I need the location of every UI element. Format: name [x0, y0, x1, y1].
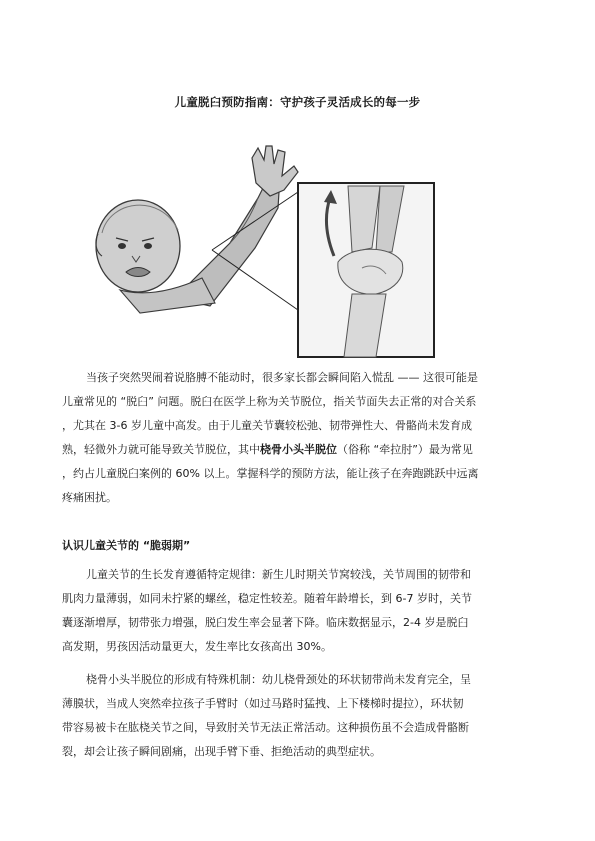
section-heading: 认识儿童关节的 “脆弱期” — [62, 539, 191, 552]
text-line: 儿童关节的生长发育遵循特定规律：新生儿时期关节窝较浅，关节周围的韧带和 — [86, 568, 471, 581]
intro-paragraph — [62, 366, 536, 510]
text-line: 裂，却会让孩子瞬间剧痛，出现手臂下垂、拒绝活动的典型症状。 — [62, 745, 381, 758]
text-line: 带容易被卡在肱桡关节之间，导致肘关节无法正常活动。这种损伤虽不会造成骨骼断 — [62, 721, 469, 734]
text-line: 薄膜状，当成人突然牵拉孩子手臂时（如过马路时猛拽、上下楼梯时提拉），环状韧 — [62, 697, 464, 710]
text-line: 高发期，男孩因活动量更大，发生率比女孩高出 30%。 — [62, 640, 332, 653]
body-paragraph — [62, 563, 536, 659]
text-line: 当孩子突然哭闹着说胳膊不能动时，很多家长都会瞬间陷入慌乱 —— 这很可能是 — [86, 371, 478, 384]
text-line: 肌肉力量薄弱，如同未拧紧的螺丝，稳定性较差。随着年龄增长，到 6-7 岁时，关节 — [62, 592, 472, 605]
text-line: 疼痛困扰。 — [62, 491, 117, 504]
text-line: 儿童常见的 “脱臼” 问题。脱臼在医学上称为关节脱位，指关节面失去正常的对合关系 — [62, 395, 477, 408]
text-fragment: 熟，轻微外力就可能导致关节脱位，其中 — [62, 443, 260, 456]
text-line: ，约占儿童脱臼案例的 60% 以上。掌握科学的预防方法，能让孩子在奔跑跳跃中远离 — [62, 467, 479, 480]
text-line: ，尤其在 3-6 岁儿童中高发。由于儿童关节囊较松弛、韧带弹性大、骨骼尚未发育成 — [62, 419, 472, 432]
page-title: 儿童脱臼预防指南：守护孩子灵活成长的每一步 — [174, 95, 421, 109]
text-fragment: （俗称 “牵拉肘”）最为常见 — [337, 443, 473, 456]
child-arm-elbow-xray-illustration-icon — [80, 138, 440, 368]
text-line — [62, 438, 536, 462]
text-line: 囊逐渐增厚，韧带张力增强，脱臼发生率会显著下降。临床数据显示，2-4 岁是脱臼 — [62, 616, 469, 629]
text-line: 桡骨小头半脱位的形成有特殊机制：幼儿桡骨颈处的环状韧带尚未发育完全，呈 — [86, 673, 471, 686]
bold-term: 桡骨小头半脱位 — [260, 443, 337, 456]
body-paragraph — [62, 668, 536, 764]
